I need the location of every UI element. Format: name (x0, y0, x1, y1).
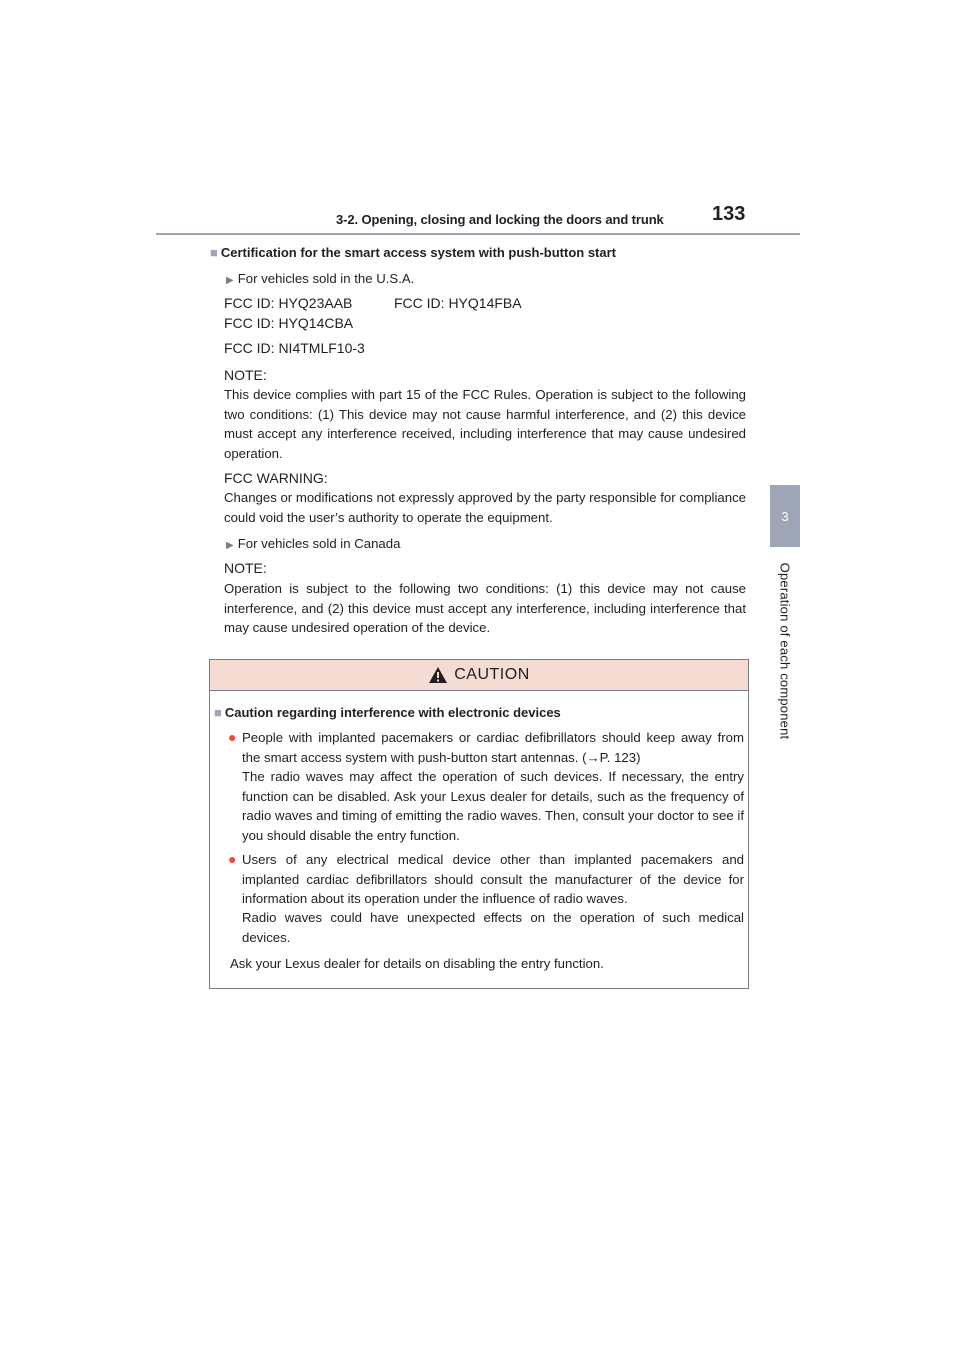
fcc-warning-text: Changes or modifications not expressly approved by the party responsible for compliance could void the user’s authority to operate the equipment. (224, 490, 746, 525)
caution-footer: Ask your Lexus dealer for details on disabling the entry function. (230, 956, 604, 971)
canada-subheading: ▶ For vehicles sold in Canada (226, 536, 401, 551)
caution-bullet-2-detail: Radio waves could have unexpected effects on the operation of such medical devices. (242, 910, 744, 945)
chapter-label: Operation of each component (777, 562, 793, 740)
chapter-number: 3 (781, 508, 789, 524)
red-dot-bullet-icon: ● (228, 729, 237, 745)
triangle-bullet-icon: ▶ (226, 275, 234, 286)
certification-heading: ■ Certification for the smart access system with push-button start (210, 245, 616, 260)
usa-subheading: ▶ For vehicles sold in the U.S.A. (226, 271, 415, 286)
section-title: 3-2. Opening, closing and locking the doors and trunk (336, 212, 664, 227)
triangle-bullet-icon: ▶ (226, 540, 234, 551)
red-dot-bullet-icon: ● (228, 851, 237, 867)
caution-heading: ■ Caution regarding interference with electronic devices (214, 705, 561, 720)
canada-note-label: NOTE: (224, 560, 267, 576)
header-divider (156, 233, 800, 235)
fcc-id-4: FCC ID: NI4TMLF10-3 (224, 340, 365, 356)
note-text: This device complies with part 15 of the FCC Rules. Operation is subject to the following two conditions: (1) This device may not cause harmful interference, and (2) this device must accept any interference received, including interference that may cause undesired operation. (224, 387, 746, 461)
warning-triangle-icon (428, 666, 448, 684)
caution-bullet-1: People with implanted pacemakers or cardiac defibrillators should keep away from the smart access system with push-button start antennas. (→P. 123) (242, 730, 744, 765)
fcc-id-2: FCC ID: HYQ14FBA (394, 295, 522, 311)
page-number: 133 (712, 203, 746, 225)
caution-bullet-2: Users of any electrical medical device other than implanted pacemakers and implanted cardiac defibrillators should consult the manufacturer of the device for information about its operation under the influence of radio waves. (242, 852, 744, 906)
fcc-id-3: FCC ID: HYQ14CBA (224, 315, 354, 331)
square-bullet-icon: ■ (214, 705, 222, 720)
chapter-tab (770, 485, 800, 547)
fcc-warning-label: FCC WARNING: (224, 470, 328, 486)
note-label: NOTE: (224, 367, 267, 383)
caution-bullet-1-detail: The radio waves may affect the operation of such devices. If necessary, the entry function can be disabled. Ask your Lexus dealer for details, such as the frequency of radio waves and timing of emitting the radio waves. Then, consult your doctor to see if you should disable the entry function. (242, 769, 744, 843)
caution-box (209, 659, 749, 989)
fcc-id-1: FCC ID: HYQ23AAB (224, 295, 353, 311)
canada-note-text: Operation is subject to the following two conditions: (1) this device may not cause interference, and (2) this device must accept any interference, including interference that may cause undesired operation of the device. (224, 581, 746, 635)
caution-title: CAUTION (454, 666, 530, 683)
square-bullet-icon: ■ (210, 245, 218, 260)
caution-header (210, 660, 748, 691)
